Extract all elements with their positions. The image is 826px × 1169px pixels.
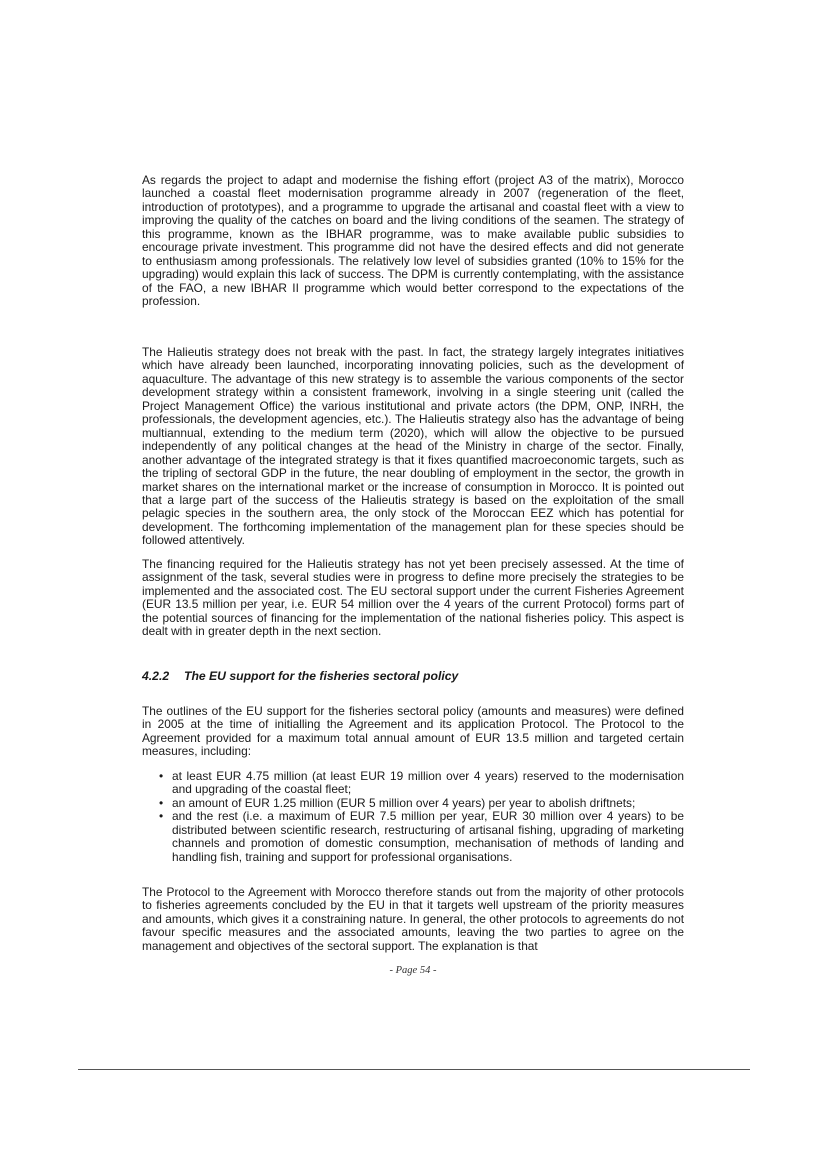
paragraph-financing: The financing required for the Halieutis strategy has not yet been precisely assessed. At the time of assignment of the task, several studies were in progress to define more precisely the strategies to be implemented and the associated cost. The EU sectoral support under the current Fisheries Agreement (EUR 13.5 million per year, i.e. EUR 54 million over the 4 years of the current Protocol) forms part of the potential sources of financing for the implementation of the national fisheries policy. This aspect is dealt with in greater depth in the next section. xyxy=(142,557,684,639)
list-item xyxy=(142,810,684,864)
list-item-text: and the rest (i.e. a maximum of EUR 7.5 million per year, EUR 30 million over 4 years) to be distributed between scientific research, restructuring of artisanal fishing, upgrading of marketing channels and promotion of domestic consumption, mechanisation of methods of landing and handling fish, training and support for professional organisations. xyxy=(172,809,684,864)
bullet-icon: • xyxy=(159,809,164,824)
page-number: - Page 54 - xyxy=(389,965,437,976)
footer-divider xyxy=(78,1069,750,1070)
list-item-text: an amount of EUR 1.25 million (EUR 5 million over 4 years) per year to abolish driftnets; xyxy=(172,795,636,810)
list-item xyxy=(142,770,684,797)
paragraph-ibhar-programme: As regards the project to adapt and modernise the fishing effort (project A3 of the matrix), Morocco launched a coastal fleet modernisation programme already in 2007 (regeneration of the fleet, introduction of prototypes), and a programme to upgrade the artisanal and coastal fleet with a view to improving the quality of the catches on board and the living conditions of the seamen. The strategy of this programme, known as the IBHAR programme, was to make available public subsidies to encourage private investment. This programme did not have the desired effects and did not generate to enthusiasm among professionals. The relatively low level of subsidies granted (10% to 15% for the upgrading) would explain this lack of success. The DPM is currently contemplating, with the assistance of the FAO, a new IBHAR II programme which would better correspond to the expectations of the profession. xyxy=(142,173,684,309)
section-title: The EU support for the fisheries sectoral policy xyxy=(184,669,459,683)
bullet-icon: • xyxy=(159,769,164,783)
measures-list xyxy=(142,770,684,864)
paragraph-eu-support-outline: The outlines of the EU support for the fisheries sectoral policy (amounts and measures) were defined in 2005 at the time of initialling the Agreement and its application Protocol. The Protocol to the Agreement provided for a maximum total annual amount of EUR 13.5 million and targeted certain measures, including: xyxy=(142,704,684,759)
list-item xyxy=(142,797,684,810)
list-item-text: at least EUR 4.75 million (at least EUR 19 million over 4 years) reserved to the modernisation and upgrading of the coastal fleet; xyxy=(172,769,684,797)
paragraph-halieutis-strategy: The Halieutis strategy does not break with the past. In fact, the strategy largely integrates initiatives which have already been launched, incorporating innovating policies, such as the development of aquaculture. The advantage of this new strategy is to assemble the various components of the sector development strategy within a consistent framework, involving in a single steering unit (called the Project Management Office) the various institutional and private actors (the DPM, ONP, INRH, the professionals, the development agencies, etc.). The Halieutis strategy also has the advantage of being multiannual, extending to the medium term (2020), which will allow the objective to be pursued independently of any political changes at the head of the Ministry in charge of the sector. Finally, another advantage of the integrated strategy is that it fixes quantified macroeconomic targets, such as the tripling of sectoral GDP in the future, the near doubling of employment in the sector, the growth in market shares on the international market or the increase of consumption in Morocco. It is pointed out that a large part of the success of the Halieutis strategy is based on the exploitation of the small pelagic species in the southern area, the only stock of the Moroccan EEZ which has potential for development. The forthcoming implementation of the management plan for these species should be followed attentively. xyxy=(142,345,684,548)
section-heading xyxy=(142,670,684,683)
paragraph-protocol-comparison: The Protocol to the Agreement with Morocco therefore stands out from the majority of other protocols to fisheries agreements concluded by the EU in that it targets well upstream of the priority measures and amounts, which gives it a constraining nature. In general, the other protocols to agreements do not favour specific measures and the associated amounts, leaving the two parties to agree on the management and objectives of the sectoral support. The explanation is that xyxy=(142,885,684,953)
section-number: 4.2.2 xyxy=(142,669,170,683)
bullet-icon: • xyxy=(159,795,164,810)
